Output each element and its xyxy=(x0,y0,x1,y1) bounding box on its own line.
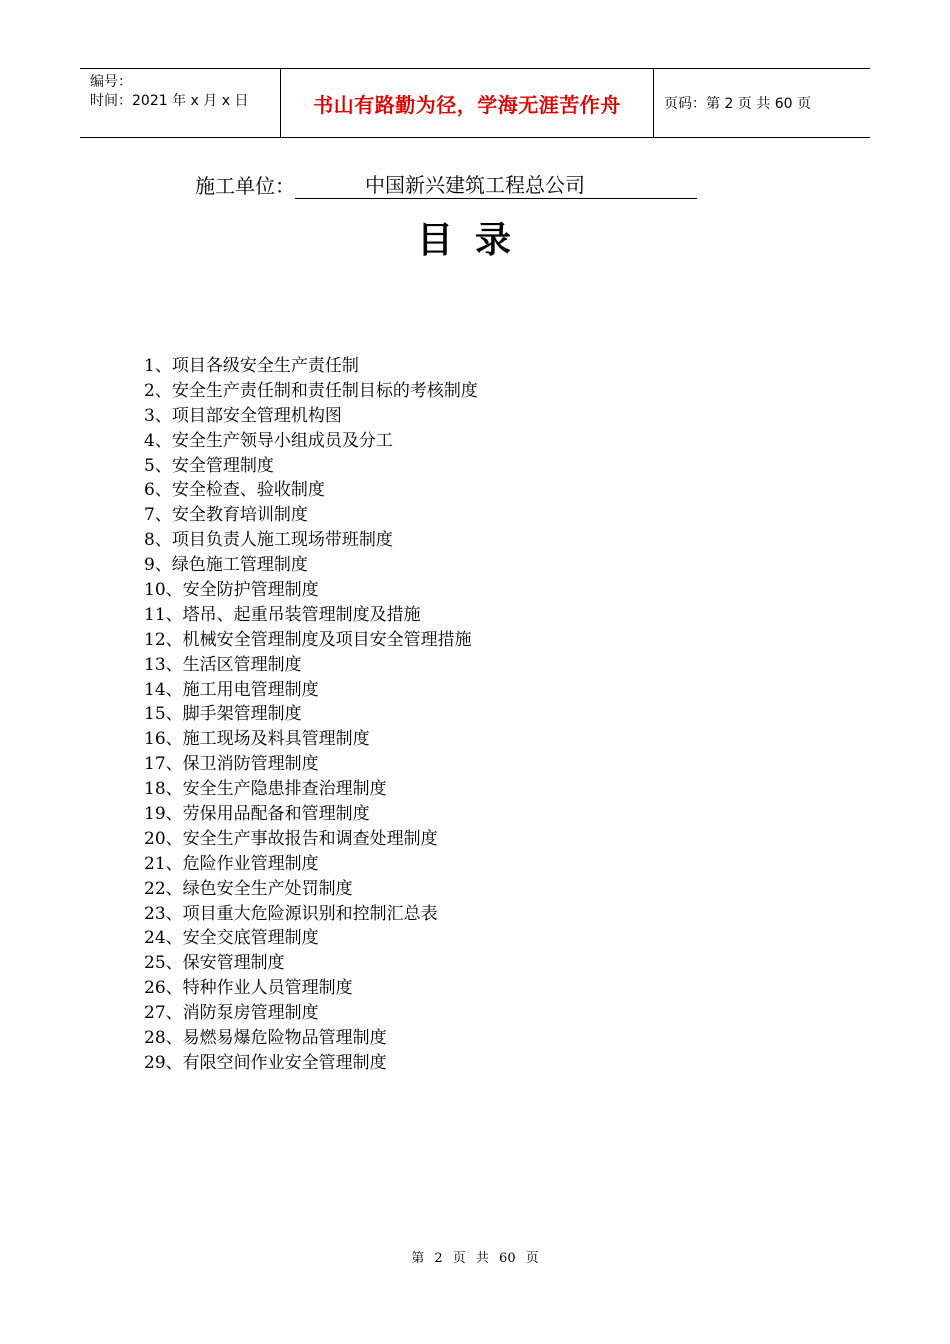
toc-item: 15、脚手架管理制度 xyxy=(144,704,302,725)
toc-item: 21、危险作业管理制度 xyxy=(144,853,319,874)
toc-item: 3、项目部安全管理机构图 xyxy=(144,405,342,426)
toc-title: 目录 xyxy=(416,220,533,261)
toc-item: 29、有限空间作业安全管理制度 xyxy=(144,1052,387,1073)
toc-item: 23、项目重大危险源识别和控制汇总表 xyxy=(144,903,438,924)
toc-item: 4、安全生产领导小组成员及分工 xyxy=(144,430,393,451)
toc-item: 20、安全生产事故报告和调查处理制度 xyxy=(144,828,438,849)
toc-item: 2、安全生产责任制和责任制目标的考核制度 xyxy=(144,380,478,401)
header-motto-cell xyxy=(281,69,654,137)
document-number-label: 编号： xyxy=(90,74,132,90)
toc-item: 17、保卫消防管理制度 xyxy=(144,754,319,775)
header-info-cell xyxy=(80,69,281,137)
toc-item: 8、项目负责人施工现场带班制度 xyxy=(144,530,393,551)
toc-item: 7、安全教育培训制度 xyxy=(144,505,308,526)
toc-item: 18、安全生产隐患排查治理制度 xyxy=(144,779,387,800)
toc-item: 6、安全检查、验收制度 xyxy=(144,480,325,501)
toc-item: 12、机械安全管理制度及项目安全管理措施 xyxy=(144,629,472,650)
toc-item: 10、安全防护管理制度 xyxy=(144,580,319,601)
toc-item: 14、施工用电管理制度 xyxy=(144,679,319,700)
toc-item: 1、项目各级安全生产责任制 xyxy=(144,356,359,376)
toc-item: 5、安全管理制度 xyxy=(144,455,274,476)
toc-item: 11、塔吊、起重吊装管理制度及措施 xyxy=(144,604,421,625)
toc-item: 9、绿色施工管理制度 xyxy=(144,555,308,576)
motto-text: 书山有路勤为径，学海无涯苦作舟 xyxy=(313,92,621,117)
page-footer: 第 2 页 共 60 页 xyxy=(411,1251,539,1266)
toc-item: 24、安全交底管理制度 xyxy=(144,928,319,949)
toc-item: 16、施工现场及料具管理制度 xyxy=(144,729,370,750)
toc-list xyxy=(144,354,478,1076)
construction-unit-value: 中国新兴建筑工程总公司 xyxy=(295,172,697,199)
toc-item: 27、消防泵房管理制度 xyxy=(144,1003,319,1024)
toc-item: 26、特种作业人员管理制度 xyxy=(144,978,353,999)
construction-unit-line xyxy=(195,170,697,199)
toc-item: 25、保安管理制度 xyxy=(144,953,285,974)
document-header xyxy=(80,68,870,138)
toc-item: 13、生活区管理制度 xyxy=(144,654,302,675)
document-time-label: 时间：2021 年 x 月 x 日 xyxy=(90,93,249,109)
toc-item: 28、易燃易爆危险物品管理制度 xyxy=(144,1028,387,1049)
construction-unit-label: 施工单位： xyxy=(195,174,295,198)
header-page-cell xyxy=(654,69,870,137)
toc-item: 19、劳保用品配备和管理制度 xyxy=(144,804,370,825)
header-page-number: 页码：第 2 页 共 60 页 xyxy=(664,96,811,112)
toc-item: 22、绿色安全生产处罚制度 xyxy=(144,878,353,899)
